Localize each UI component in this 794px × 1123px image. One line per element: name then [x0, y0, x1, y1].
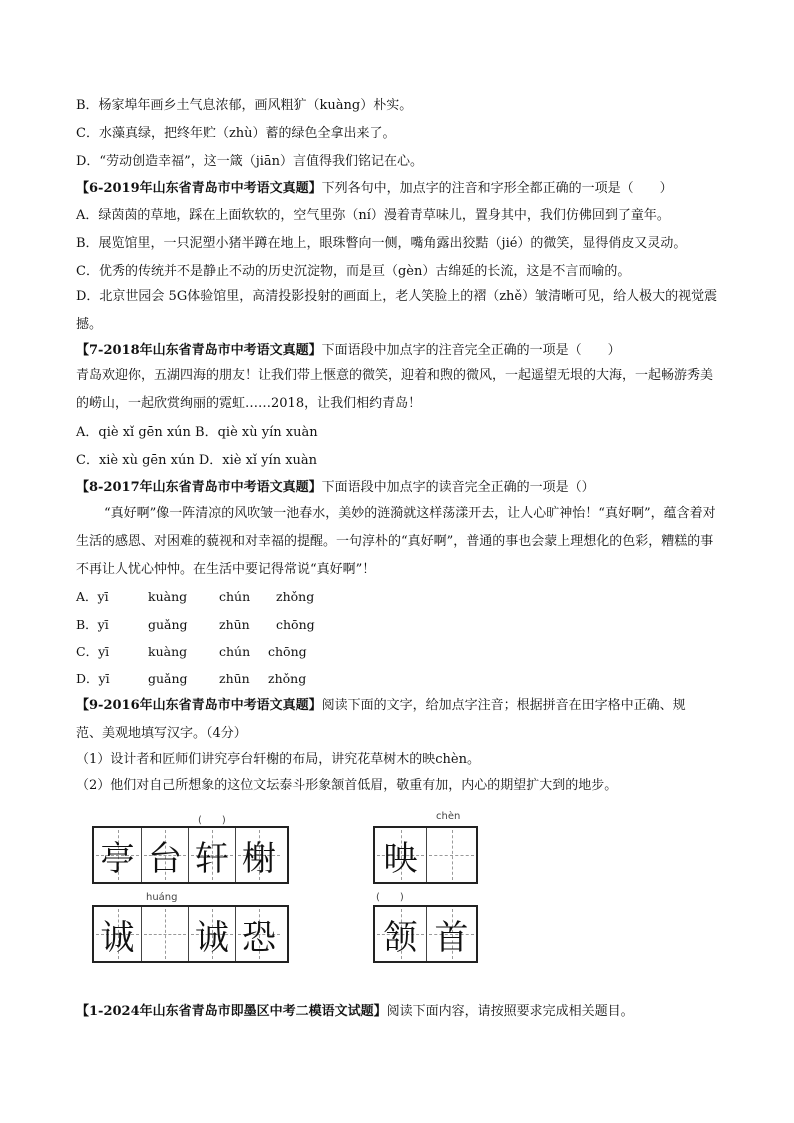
option-d-line: D．“劳动创造幸福”，这一箴（jiān）言值得我们铭记在心。: [76, 154, 424, 169]
question-7-passage: 青岛欢迎你，五湖四海的朋友！让我们带上惬意的微笑，迎着和煦的微风，一起遥望无垠的大海，一起畅游秀美的崂山，一起欣赏绚丽的霓虹……2018，让我们相约青岛！: [76, 368, 714, 411]
grid-1-cell: [188, 828, 235, 882]
grid-char: [427, 828, 476, 882]
question-9-sentence-1: （1）设计者和匠师们讲究亭台轩榭的布局，讲究花草树木的映chèn。: [76, 752, 480, 767]
q8-option-a-3: zhǒng: [276, 589, 315, 604]
question-8-passage: “真好啊”像一阵清凉的风吹皱一池春水，美妙的涟漪就这样荡漾开去，让人心旷神怡！“真好啊”，蕴含着对生活的感恩、对困难的藐视和对幸福的提醒。一句淳朴的“真好啊”，普通的事也会蒙上理想化的色彩，糟糕的事不再让人忧心忡忡。在生活中要记得常说“真好啊”！: [76, 506, 716, 577]
q8-option-d-3: zhǒng: [268, 671, 307, 686]
section-1-source: 【1-2024年山东省青岛市即墨区中考二模语文试题】: [76, 1004, 387, 1019]
grid-2-answer-cell[interactable]: [426, 828, 476, 882]
grid-char: 首: [434, 917, 469, 958]
grid-3: [92, 905, 289, 963]
grid-3-cell: [235, 907, 282, 961]
grid-4-cell: [375, 907, 426, 961]
q8-option-a-2: chún: [219, 589, 251, 604]
question-8-header: [76, 480, 595, 496]
grid-1: [92, 826, 289, 884]
grid-char: 恐: [242, 917, 276, 958]
grid-1-cell: [141, 828, 188, 882]
grid-3-cell: [188, 907, 235, 961]
grid-4-cell: [426, 907, 476, 961]
question-9-prompt-1: 阅读下面的文字，给加点字注音；根据拼音在田字格中正确、规: [321, 698, 686, 713]
question-9-sentence-2: （2）他们对自己所想象的这位文坛泰斗形象颔首低眉，敬重有加，内心的期望扩大到的地步。: [76, 778, 618, 793]
grid-4-caption: ( ): [376, 892, 404, 903]
question-9-source: 【9-2016年山东省青岛市中考语文真题】: [76, 698, 322, 713]
grid-char: 诚: [195, 917, 229, 958]
question-8-prompt: 下面语段中加点字的读音完全正确的一项是（）: [321, 480, 595, 495]
option-c-line: C．水藻真绿，把终年贮（zhù）蓄的绿色全拿出来了。: [76, 126, 396, 141]
grid-char: 映: [383, 838, 418, 879]
q8-option-c-2: chún: [219, 644, 251, 659]
grid-char: 榭: [242, 838, 276, 879]
question-6-option-b: B．展览馆里，一只泥塑小猪半蹲在地上，眼珠瞥向一侧，嘴角露出狡黠（jié）的微笑，显得俏皮又灵动。: [76, 236, 687, 251]
section-1-header: [76, 1004, 634, 1020]
section-1-prompt: 阅读下面内容，请按照要求完成相关题目。: [386, 1004, 634, 1019]
grid-3-cell: [94, 907, 141, 961]
q8-option-b-1: guǎng: [148, 617, 188, 632]
question-7-options-ab: A．qiè xǐ gēn xún B．qiè xù yín xuàn: [76, 425, 318, 440]
question-9-prompt-2: 范、美观地填写汉字。（4分）: [76, 726, 247, 741]
option-b-line: B．杨家埠年画乡土气息浓郁，画风粗犷（kuàng）朴实。: [76, 98, 413, 113]
grid-4: [373, 905, 478, 963]
grid-char: [142, 907, 188, 961]
q8-option-d-label: D．yī: [76, 671, 110, 686]
question-7-prompt: 下面语段中加点字的注音完全正确的一项是（ ）: [321, 343, 621, 358]
question-6-option-c: C．优秀的传统并不是静止不动的历史沉淀物，而是亘（gèn）古绵延的长流，这是不言而喻的。: [76, 264, 631, 279]
grid-3-answer-cell[interactable]: [141, 907, 188, 961]
q8-option-c-3: chōng: [268, 644, 307, 659]
q8-option-b-2: zhūn: [219, 617, 250, 632]
question-6-option-d: D．北京世园会 5G体验馆里，高清投影投射的画面上，老人笑脸上的褶（zhě）皱清晰可见，给人极大的视觉震撼。: [76, 289, 718, 332]
grid-char: 亭: [100, 838, 135, 879]
grid-char: 台: [148, 838, 182, 879]
grid-3-caption: huáng: [146, 892, 178, 903]
question-8-source: 【8-2017年山东省青岛市中考语文真题】: [76, 480, 322, 495]
question-6-header: [76, 181, 673, 197]
question-6-prompt: 下列各句中，加点字的注音和字形全都正确的一项是（ ）: [321, 181, 673, 196]
grid-1-cell: [94, 828, 141, 882]
grid-1-caption: ( ): [198, 815, 226, 826]
question-7-options-cd: C．xiè xù gēn xún D．xiè xǐ yín xuàn: [76, 453, 318, 468]
q8-option-d-2: zhūn: [219, 671, 250, 686]
question-9-header: [76, 698, 686, 714]
q8-option-c-1: kuàng: [148, 644, 188, 659]
grid-2-caption: chèn: [436, 811, 461, 822]
grid-1-cell: [235, 828, 282, 882]
question-7-header: [76, 343, 621, 359]
question-6-source: 【6-2019年山东省青岛市中考语文真题】: [76, 181, 322, 196]
grid-2-cell: [375, 828, 426, 882]
q8-option-d-1: guǎng: [148, 671, 188, 686]
question-7-source: 【7-2018年山东省青岛市中考语文真题】: [76, 343, 322, 358]
q8-option-b-label: B．yī: [76, 617, 109, 632]
q8-option-a-label: A．yī: [76, 589, 109, 604]
q8-option-c-label: C．yī: [76, 644, 110, 659]
q8-option-b-3: chōng: [276, 617, 315, 632]
grid-2: [373, 826, 478, 884]
question-6-option-a: A．绿茵茵的草地，踩在上面软软的，空气里弥（ní）漫着青草味儿，置身其中，我们仿佛回到了童年。: [76, 208, 670, 223]
grid-char: 诚: [100, 917, 135, 958]
q8-option-a-1: kuàng: [148, 589, 188, 604]
grid-char: 轩: [195, 838, 229, 879]
grid-char: 颔: [383, 917, 418, 958]
